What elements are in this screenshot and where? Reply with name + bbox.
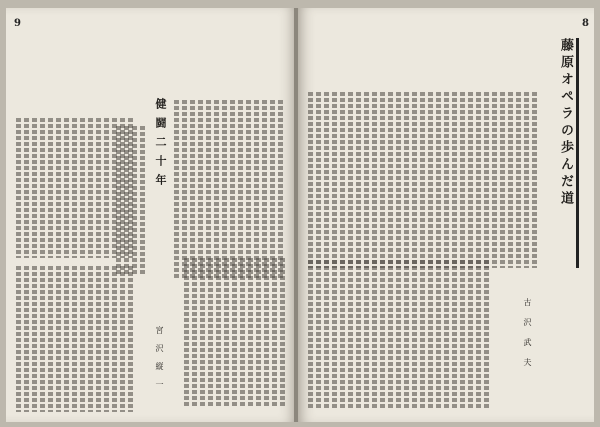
left-body-text-lower-right bbox=[184, 258, 285, 408]
left-article-title: 健闘二十年 bbox=[154, 98, 167, 193]
title-rule bbox=[576, 38, 579, 268]
right-body-text-lower bbox=[308, 260, 489, 410]
left-article-author: 宮沢縦一 bbox=[155, 326, 164, 398]
left-page bbox=[6, 8, 296, 422]
left-body-text-lower-left bbox=[16, 266, 133, 412]
right-page-number: 8 bbox=[582, 18, 589, 29]
left-body-text-upper-center bbox=[116, 126, 145, 276]
right-page bbox=[298, 8, 594, 422]
right-article-title: 藤原オペラの歩んだ道 bbox=[558, 38, 573, 208]
left-body-text-upper-right bbox=[174, 100, 283, 280]
right-body-text-upper bbox=[308, 92, 537, 268]
right-article-author: 古沢武夫 bbox=[523, 298, 532, 378]
left-page-number: 9 bbox=[14, 18, 21, 29]
